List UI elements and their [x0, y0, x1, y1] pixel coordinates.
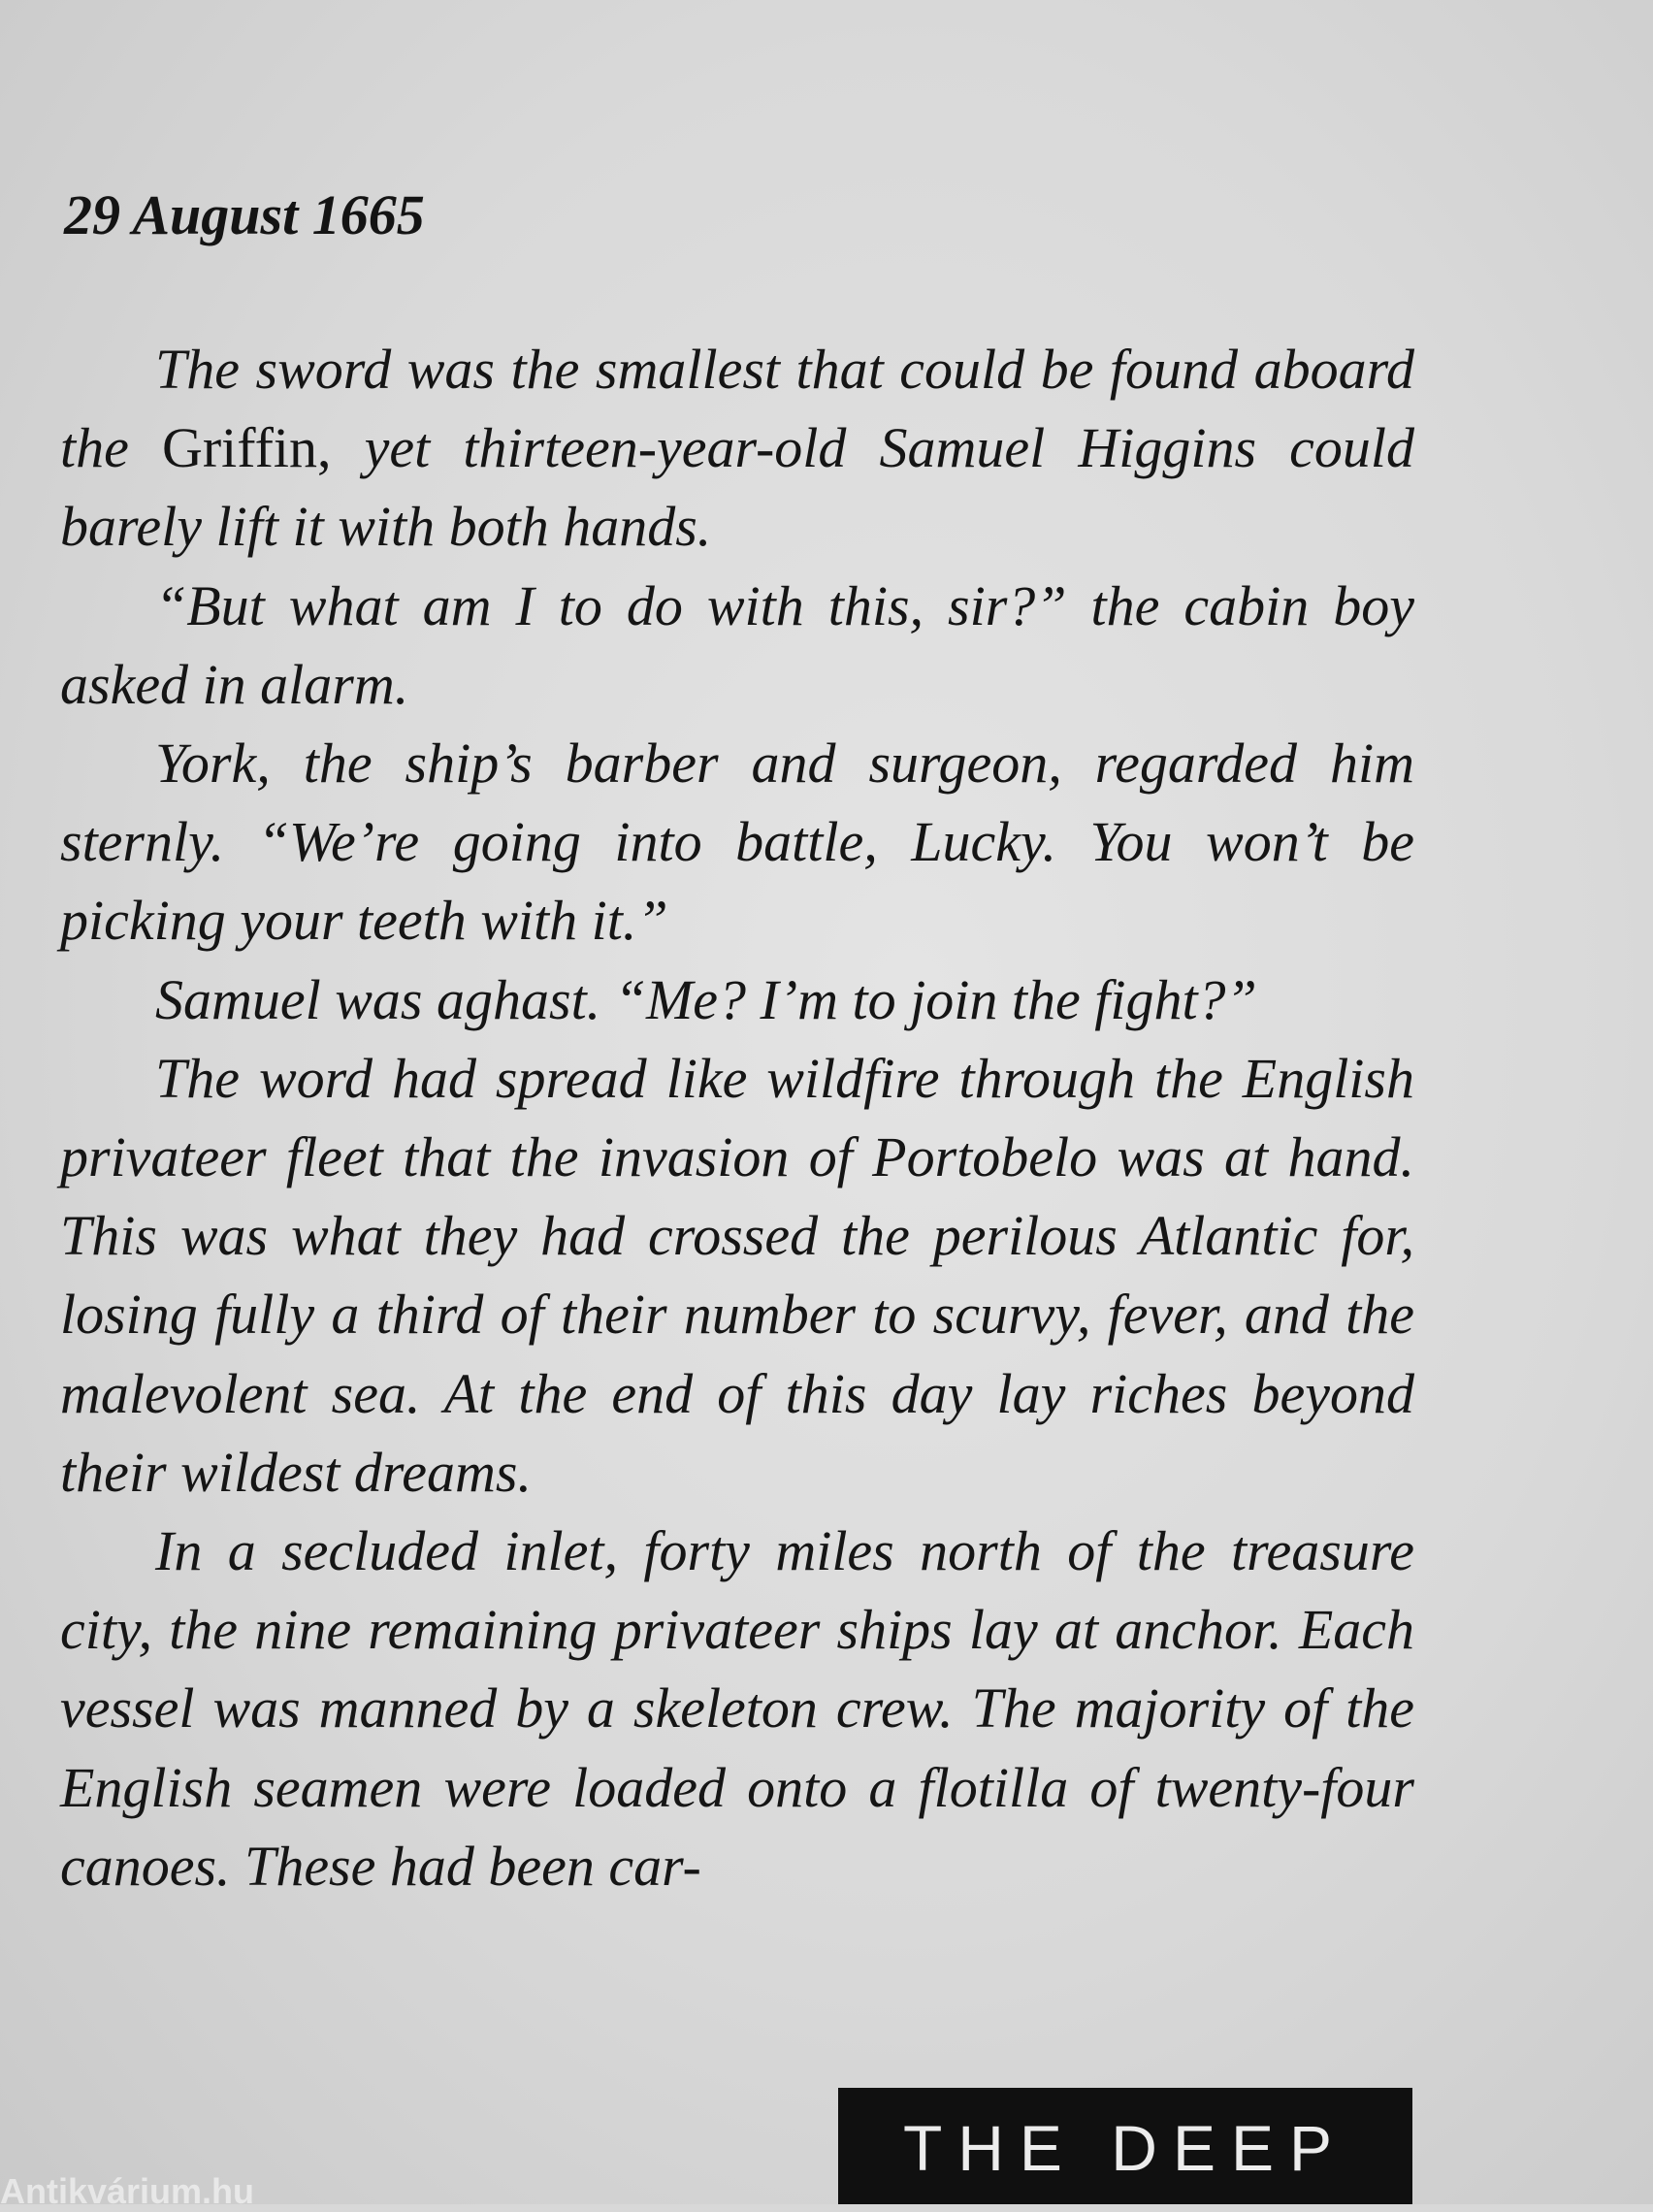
watermark: Antikvárium.hu — [0, 2171, 255, 2211]
chapter-date: 29 August 1665 — [64, 183, 425, 246]
paragraph-5: The word had spread like wildfire through the English privateer fleet that the invasion of Portobelo was at hand. This was what they had crossed the perilous Atlantic for, losing fully a third of their number to scurvy, fever, and the malevolent sea. At the end of this day lay riches beyond their wildest dreams. — [60, 1046, 1414, 1504]
paragraph-1 — [60, 330, 1414, 567]
paragraph-1-end: yet thirteen-year-old Samuel Higgins could barely lift it with both hands. — [60, 416, 1414, 559]
ship-name: Griffin, — [161, 416, 332, 480]
paragraph-6: In a secluded inlet, forty miles north of the treasure city, the nine remaining privateer ships lay at anchor. Each vessel was manned by a skeleton crew. The majority of the English seamen were loaded onto a flotilla of twenty-four canoes. These had been car- — [60, 1519, 1414, 1898]
body-text — [60, 330, 1414, 1905]
paragraph-4: Samuel was aghast. “Me? I’m to join the fight?” — [155, 967, 1257, 1031]
running-footer: THE DEEP — [838, 2088, 1412, 2204]
paragraph-1-start: The sword was the smallest that could be found aboard the — [60, 338, 1414, 480]
paragraph-3: York, the ship’s barber and surgeon, regarded him sternly. “We’re going into battle, Lucky. You won’t be picking your teeth with it.” — [60, 732, 1414, 953]
paragraph-2: “But what am I to do with this, sir?” the cabin boy asked in alarm. — [60, 573, 1414, 716]
